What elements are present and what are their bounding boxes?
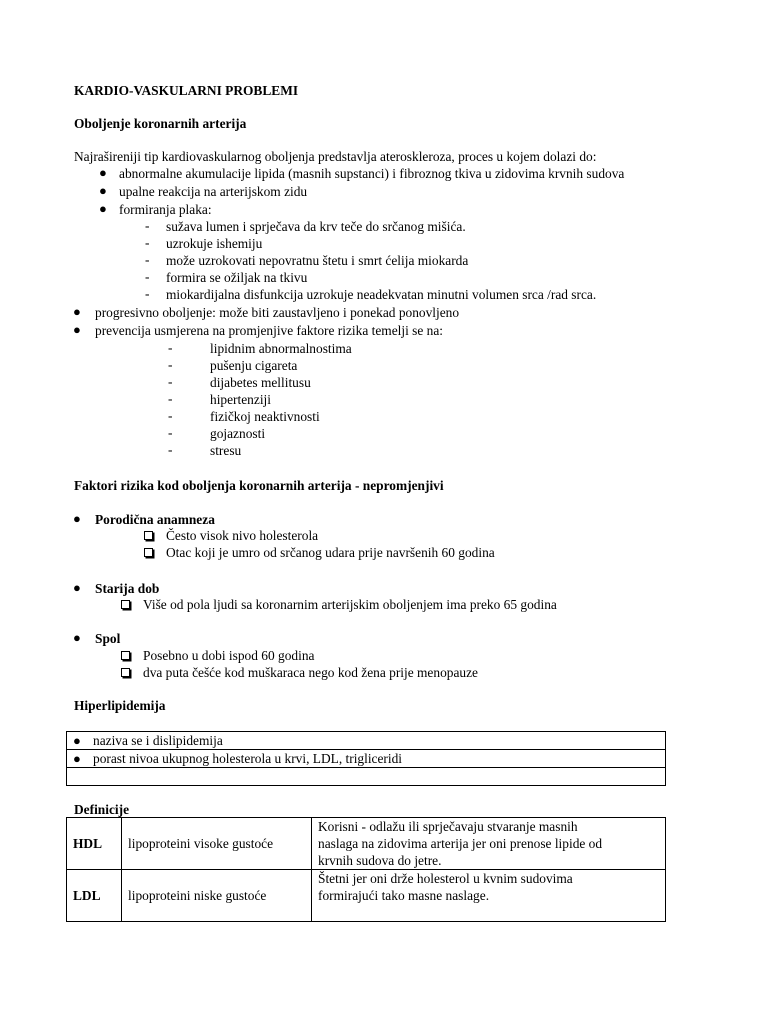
section-heading-definitions: Definicije — [74, 802, 130, 817]
list-item: Posebno u dobi ispod 60 godina — [143, 648, 315, 663]
desc-line: naslaga na zidovima arterija jer oni prenose lipide od — [318, 836, 603, 851]
list-item: fizičkoj neaktivnosti — [210, 409, 320, 424]
section-heading-coronary: Oboljenje koronarnih arterija — [74, 116, 247, 131]
dash-icon: - — [145, 252, 150, 267]
name-cell: lipoproteini visoke gustoće — [122, 818, 312, 870]
abbr-cell: LDL — [67, 870, 122, 922]
section-heading-risk-factors: Faktori rizika kod oboljenja koronarnih arterija - nepromjenjivi — [74, 478, 444, 493]
bullet-icon: ● — [73, 733, 81, 748]
bullet-icon: ● — [73, 511, 81, 526]
dash-icon: - — [168, 357, 173, 372]
list-item: gojaznosti — [210, 426, 266, 441]
desc-line: formirajući tako masne naslage. — [318, 888, 490, 903]
list-item: formira se ožiljak na tkivu — [166, 270, 308, 285]
group-label: Spol — [95, 631, 121, 646]
intro-paragraph: Najrašireniji tip kardiovaskularnog oboljenja predstavlja ateroskleroza, proces u kojem dolazi do: — [74, 149, 597, 164]
table-row — [67, 768, 666, 786]
list-item: stresu — [210, 443, 242, 458]
bullet-icon: ● — [99, 165, 107, 180]
hyperlipidemia-table — [66, 731, 666, 786]
desc-cell — [312, 870, 666, 922]
list-item: hipertenziji — [210, 392, 271, 407]
desc-line: Štetni jer oni drže holesterol u kvnim sudovima — [318, 871, 573, 886]
name-cell: lipoproteini niske gustoće — [122, 870, 312, 922]
desc-line: Korisni - odlažu ili sprječavaju stvaranje masnih — [318, 819, 578, 834]
list-item: pušenju cigareta — [210, 358, 298, 373]
checkbox-icon — [121, 600, 130, 609]
table-row — [67, 732, 666, 750]
definitions-table — [66, 817, 666, 922]
bullet-icon: ● — [73, 322, 81, 337]
dash-icon: - — [145, 286, 150, 301]
dash-icon: - — [168, 374, 173, 389]
checkbox-icon — [144, 531, 153, 540]
list-item: sužava lumen i sprječava da krv teče do srčanog mišića. — [166, 219, 466, 234]
table-cell — [67, 750, 666, 768]
list-item: Više od pola ljudi sa koronarnim arterijskim oboljenjem ima preko 65 godina — [143, 597, 557, 612]
list-item: uzrokuje ishemiju — [166, 236, 263, 251]
list-item: Otac koji je umro od srčanog udara prije navršenih 60 godina — [166, 545, 495, 560]
dash-icon: - — [168, 391, 173, 406]
table-cell — [67, 732, 666, 750]
list-item: prevencija usmjerena na promjenjive faktore rizika temelji se na: — [95, 323, 444, 338]
dash-icon: - — [168, 425, 173, 440]
dash-icon: - — [168, 408, 173, 423]
dash-icon: - — [168, 442, 173, 457]
dash-icon: - — [168, 340, 173, 355]
list-item: dijabetes mellitusu — [210, 375, 311, 390]
bullet-icon: ● — [73, 630, 81, 645]
table-row — [67, 818, 666, 870]
dash-icon: - — [145, 218, 150, 233]
document-title: KARDIO-VASKULARNI PROBLEMI — [74, 83, 299, 98]
list-item: progresivno oboljenje: može biti zaustavljeno i ponekad ponovljeno — [95, 305, 460, 320]
checkbox-icon — [121, 651, 130, 660]
desc-cell — [312, 818, 666, 870]
list-item: miokardijalna disfunkcija uzrokuje neadekvatan minutni volumen srca /rad srca. — [166, 287, 597, 302]
list-item: dva puta češće kod muškaraca nego kod žena prije menopauze — [143, 665, 478, 680]
abbr-cell: HDL — [67, 818, 122, 870]
bullet-icon: ● — [99, 201, 107, 216]
checkbox-icon — [121, 668, 130, 677]
table-cell-empty — [67, 768, 666, 786]
bullet-icon: ● — [73, 580, 81, 595]
bullet-icon: ● — [73, 304, 81, 319]
bullet-icon: ● — [99, 183, 107, 198]
section-heading-hyperlipidemia: Hiperlipidemija — [74, 698, 166, 713]
cell-text: naziva se i dislipidemija — [93, 733, 223, 748]
bullet-icon: ● — [73, 751, 81, 766]
checkbox-icon — [144, 548, 153, 557]
cell-text: porast nivoa ukupnog holesterola u krvi, LDL, trigliceridi — [93, 751, 403, 766]
group-label: Porodična anamneza — [95, 512, 215, 527]
list-item: upalne reakcija na arterijskom zidu — [119, 184, 308, 199]
dash-icon: - — [145, 269, 150, 284]
list-item: abnormalne akumulacije lipida (masnih supstanci) i fibroznog tkiva u zidovima krvnih sudova — [119, 166, 625, 181]
list-item: lipidnim abnormalnostima — [210, 341, 352, 356]
group-label: Starija dob — [95, 581, 160, 596]
list-item: može uzrokovati nepovratnu štetu i smrt ćelija miokarda — [166, 253, 469, 268]
table-row — [67, 870, 666, 922]
desc-line: krvnih sudova do jetre. — [318, 853, 442, 868]
list-item: formiranja plaka: — [119, 202, 212, 217]
table-row — [67, 750, 666, 768]
dash-icon: - — [145, 235, 150, 250]
list-item: Često visok nivo holesterola — [166, 528, 319, 543]
